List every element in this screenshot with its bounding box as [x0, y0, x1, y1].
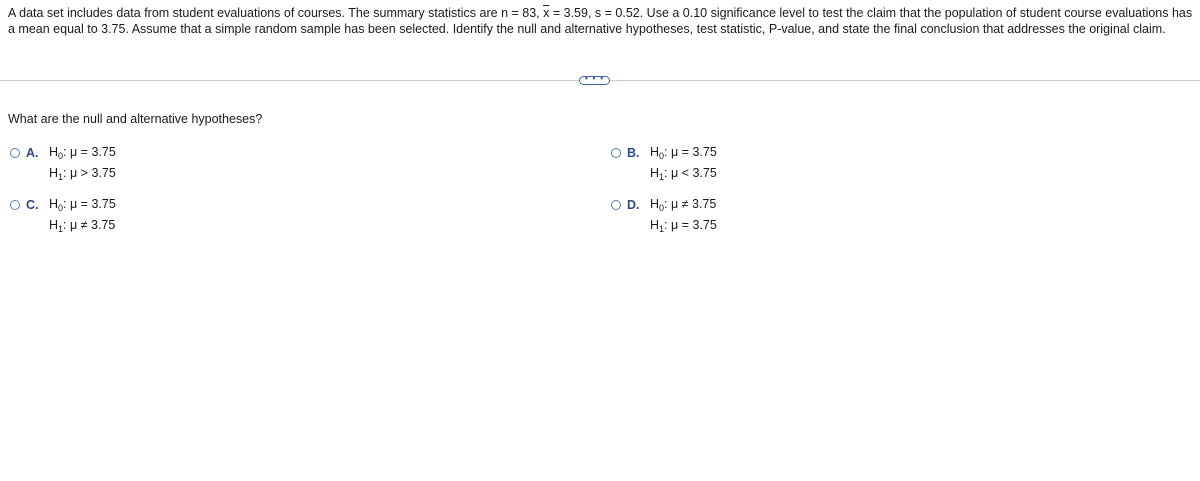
sample-mean-symbol: $\overline{x}$: [543, 6, 550, 20]
option-letter: A.: [26, 146, 39, 160]
null-hypothesis: $H_0$: μ = 3.75: [49, 197, 116, 213]
radio-button-d[interactable]: [611, 200, 621, 210]
option-c[interactable]: [10, 197, 116, 236]
option-b[interactable]: [611, 145, 717, 184]
alternative-hypothesis: $H_1$: μ > 3.75: [49, 166, 116, 182]
radio-button-b[interactable]: [611, 148, 621, 158]
null-hypothesis: $H_0$: μ ≠ 3.75: [650, 197, 717, 213]
option-letter: C.: [26, 198, 39, 212]
option-letter: D.: [627, 198, 640, 212]
problem-text-part1: A data set includes data from student evaluations of courses. The summary statistics are n = 83,: [8, 6, 544, 20]
null-hypothesis: $H_0$: μ = 3.75: [650, 145, 717, 161]
problem-text-part2: = 3.59, s = 0.52. Use a 0.10 significance level to test the claim that the population of student course evaluations has a mean equal to 3.75. Assume that a simple random sample has been selected. Identify the null and alternative hypotheses, test statistic, P-value, and state the final conclusion that addresses the original claim.: [8, 6, 1193, 36]
hypotheses-b: [650, 142, 717, 184]
hypotheses-d: [650, 194, 717, 236]
radio-button-c[interactable]: [10, 200, 20, 210]
problem-statement: [8, 5, 1198, 37]
option-d[interactable]: [611, 197, 717, 236]
alternative-hypothesis: $H_1$: μ = 3.75: [650, 218, 717, 234]
hypotheses-c: [49, 194, 116, 236]
option-a[interactable]: [10, 145, 116, 184]
hypotheses-a: [49, 142, 116, 184]
ellipsis-icon: • • •: [584, 73, 605, 83]
expand-more-button[interactable]: [579, 73, 610, 85]
radio-button-a[interactable]: [10, 148, 20, 158]
alternative-hypothesis: $H_1$: μ ≠ 3.75: [49, 218, 116, 234]
option-letter: B.: [627, 146, 640, 160]
question-prompt: What are the null and alternative hypotheses?: [8, 112, 263, 126]
null-hypothesis: $H_0$: μ = 3.75: [49, 145, 116, 161]
alternative-hypothesis: $H_1$: μ < 3.75: [650, 166, 717, 182]
